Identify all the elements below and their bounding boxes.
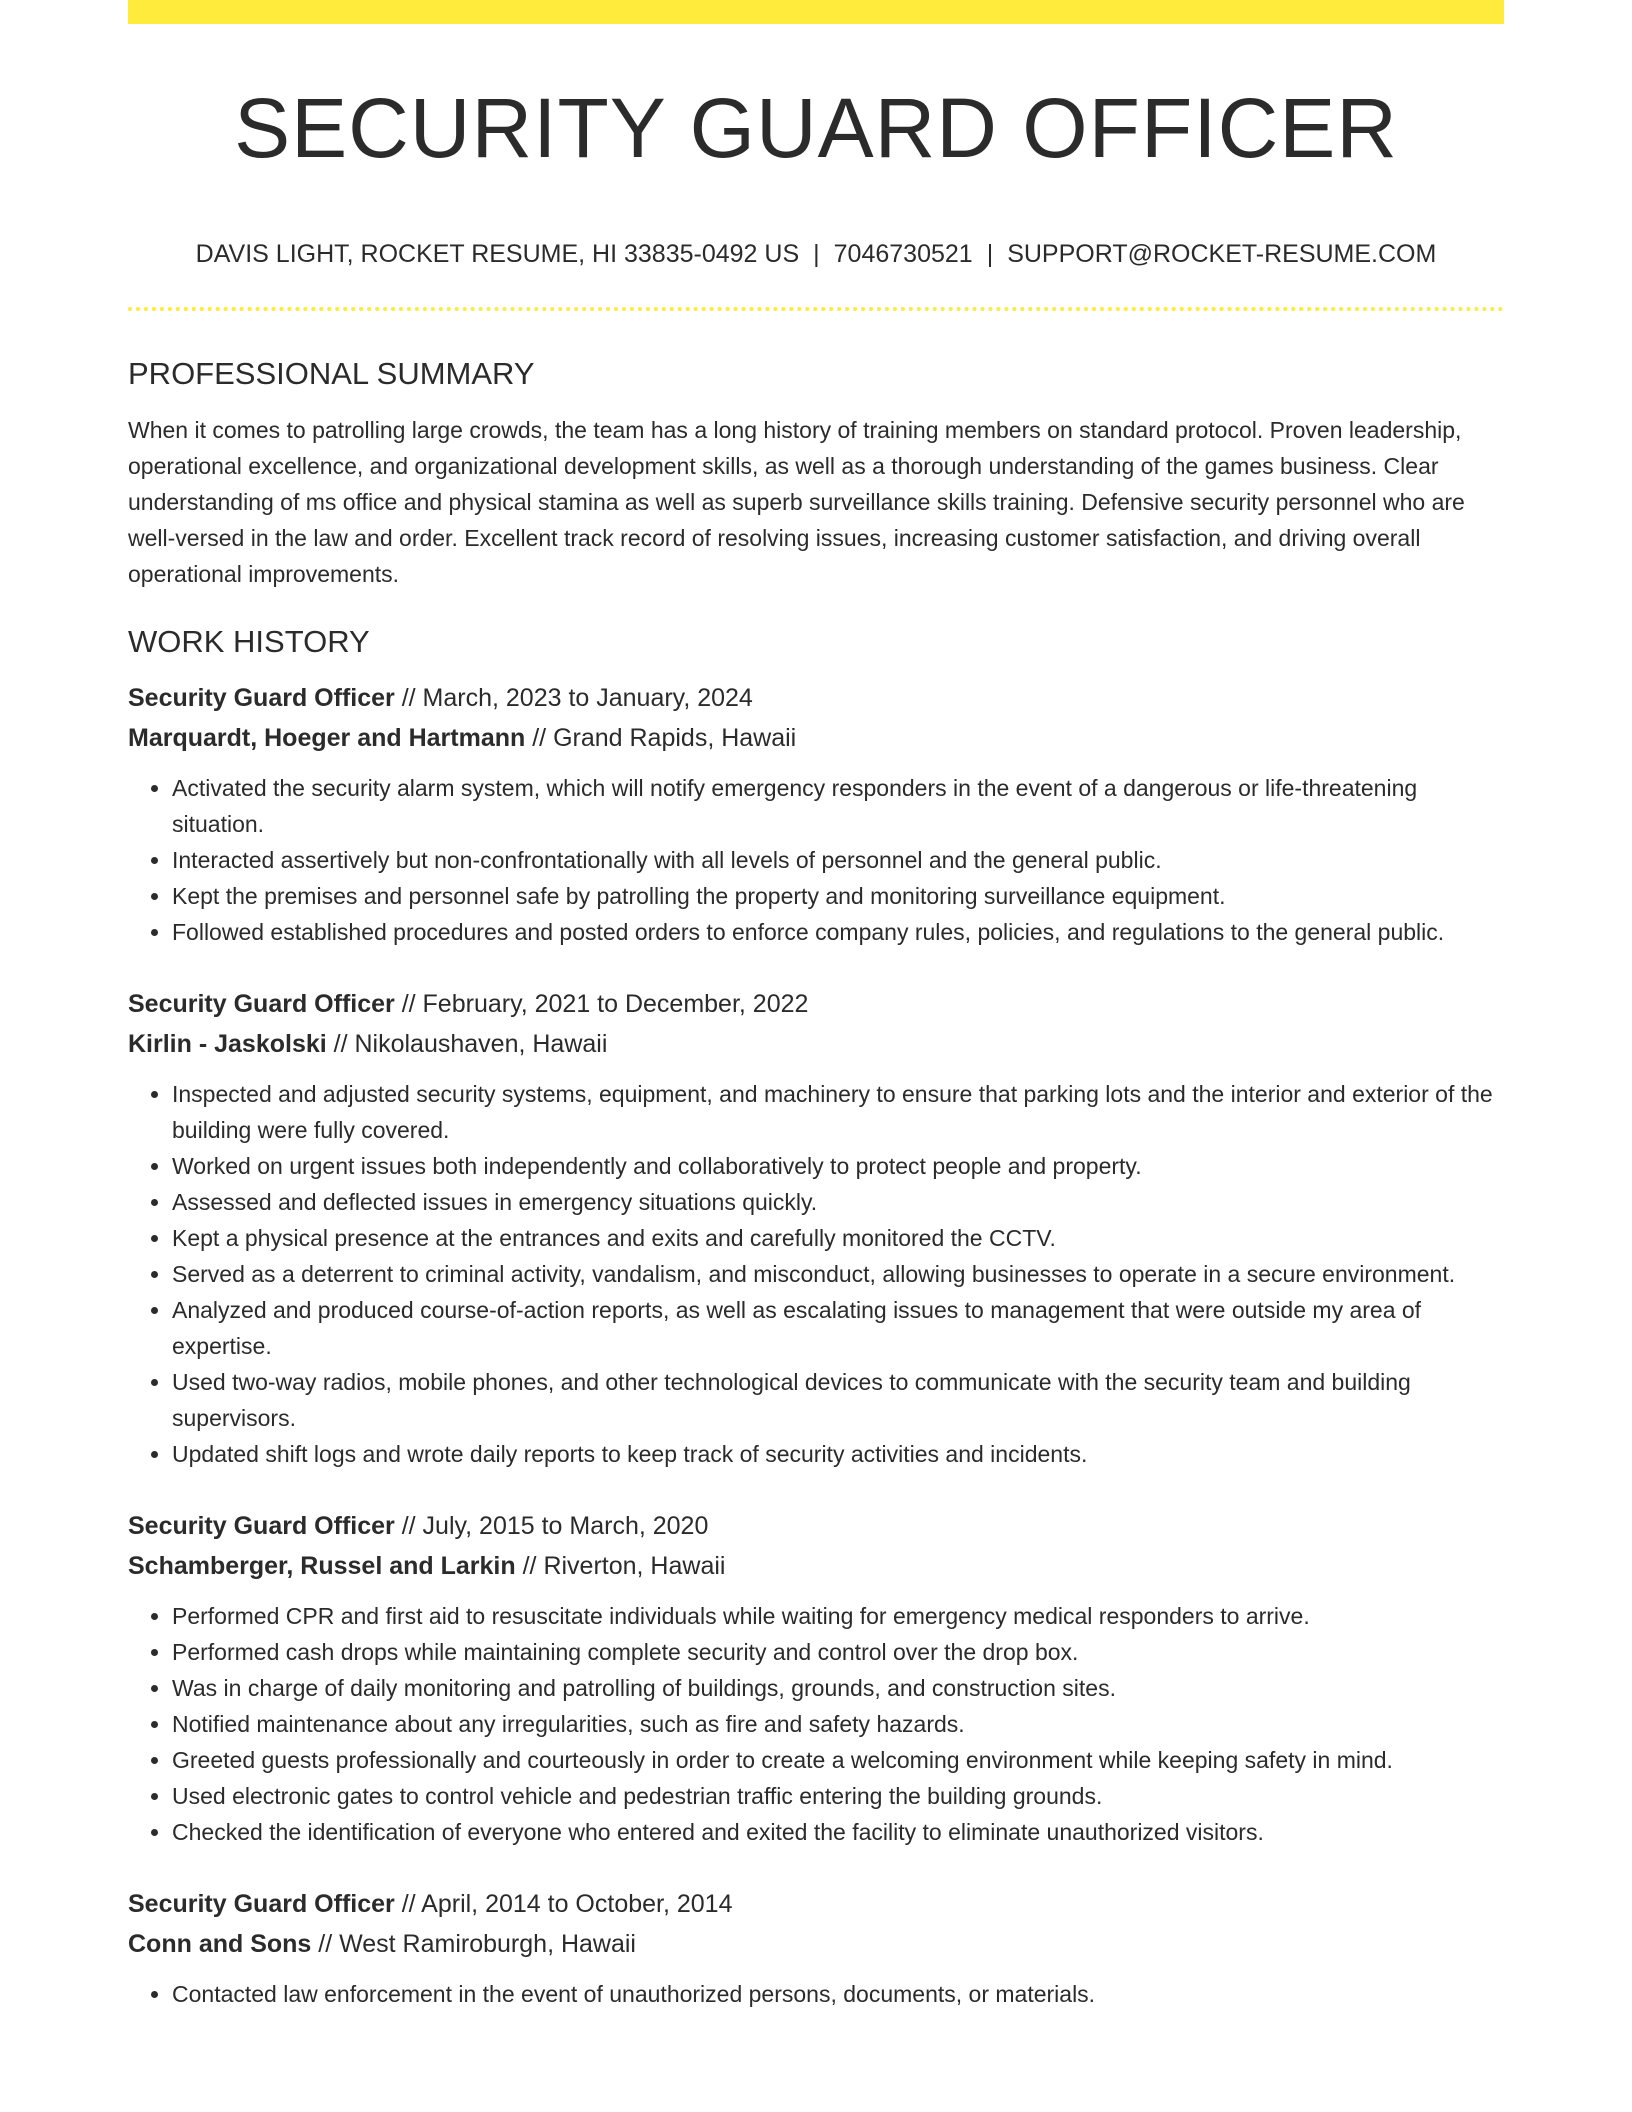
job-company: Schamberger, Russel and Larkin xyxy=(128,1552,516,1580)
job-company: Conn and Sons xyxy=(128,1930,312,1958)
job-entry xyxy=(128,1884,1504,2012)
job-bullet: • Followed established procedures and posted orders to enforce company rules, policies, and regulations to the general public. xyxy=(172,914,1504,950)
job-bullets xyxy=(128,1598,1504,1850)
job-bullet: • Worked on urgent issues both independently and collaboratively to protect people and property. xyxy=(172,1148,1504,1184)
summary-heading: PROFESSIONAL SUMMARY xyxy=(128,356,535,391)
job-entry xyxy=(128,678,1504,950)
job-dates: // April, 2014 to October, 2014 xyxy=(401,1890,733,1918)
job-bullet: • Notified maintenance about any irregularities, such as fire and safety hazards. xyxy=(172,1706,1504,1742)
job-bullet: • Checked the identification of everyone who entered and exited the facility to eliminate unauthorized visitors. xyxy=(172,1814,1504,1850)
job-bullet: • Analyzed and produced course-of-action reports, as well as escalating issues to management that were outside my area of expertise. xyxy=(172,1292,1504,1364)
top-accent-bar xyxy=(128,0,1504,24)
job-title: Security Guard Officer xyxy=(128,1890,395,1918)
job-location: // Riverton, Hawaii xyxy=(522,1552,726,1580)
contact-separator: | xyxy=(813,240,820,268)
contact-line xyxy=(128,236,1504,272)
job-title: Security Guard Officer xyxy=(128,684,395,712)
job-company: Marquardt, Hoeger and Hartmann xyxy=(128,724,526,752)
job-bullets xyxy=(128,770,1504,950)
job-title-line xyxy=(128,1884,1504,1924)
job-company-line xyxy=(128,718,1504,758)
job-bullet: • Inspected and adjusted security systems, equipment, and machinery to ensure that parking lots and the interior and exterior of the building were fully covered. xyxy=(172,1076,1504,1148)
job-dates: // February, 2021 to December, 2022 xyxy=(401,990,809,1018)
job-bullet: • Performed CPR and first aid to resuscitate individuals while waiting for emergency medical responders to arrive. xyxy=(172,1598,1504,1634)
job-company-line xyxy=(128,1024,1504,1064)
job-bullets xyxy=(128,1076,1504,1472)
job-bullets xyxy=(128,1976,1504,2012)
job-company-line xyxy=(128,1546,1504,1586)
job-title-line xyxy=(128,984,1504,1024)
job-bullet: • Activated the security alarm system, which will notify emergency responders in the event of a dangerous or life-threatening situation. xyxy=(172,770,1504,842)
job-bullet: • Updated shift logs and wrote daily reports to keep track of security activities and incidents. xyxy=(172,1436,1504,1472)
job-dates: // July, 2015 to March, 2020 xyxy=(401,1512,709,1540)
job-bullet: • Kept a physical presence at the entrances and exits and carefully monitored the CCTV. xyxy=(172,1220,1504,1256)
contact-phone: 7046730521 xyxy=(833,240,973,268)
dotted-divider xyxy=(128,307,1504,311)
job-bullet: • Greeted guests professionally and courteously in order to create a welcoming environment while keeping safety in mind. xyxy=(172,1742,1504,1778)
job-entry xyxy=(128,1506,1504,1850)
job-title: Security Guard Officer xyxy=(128,990,395,1018)
job-dates: // March, 2023 to January, 2024 xyxy=(401,684,753,712)
resume-page xyxy=(128,0,1504,2112)
job-bullet: • Contacted law enforcement in the event of unauthorized persons, documents, or materials. xyxy=(172,1976,1504,2012)
contact-separator: | xyxy=(986,240,994,268)
job-bullet: • Served as a deterrent to criminal activity, vandalism, and misconduct, allowing businesses to operate in a secure environment. xyxy=(172,1256,1504,1292)
contact-email: SUPPORT@ROCKET-RESUME.COM xyxy=(1007,240,1437,268)
job-bullet: • Used two-way radios, mobile phones, and other technological devices to communicate with the security team and building supervisors. xyxy=(172,1364,1504,1436)
job-bullet: • Was in charge of daily monitoring and patrolling of buildings, grounds, and construction sites. xyxy=(172,1670,1504,1706)
job-location: // Grand Rapids, Hawaii xyxy=(532,724,797,752)
job-title: Security Guard Officer xyxy=(128,1512,395,1540)
job-title-line xyxy=(128,1506,1504,1546)
job-location: // West Ramiroburgh, Hawaii xyxy=(318,1930,636,1958)
job-bullet: • Kept the premises and personnel safe by patrolling the property and monitoring surveillance equipment. xyxy=(172,878,1504,914)
job-location: // Nikolaushaven, Hawaii xyxy=(333,1030,608,1058)
job-bullet: • Used electronic gates to control vehicle and pedestrian traffic entering the building grounds. xyxy=(172,1778,1504,1814)
job-bullet: • Interacted assertively but non-confrontationally with all levels of personnel and the general public. xyxy=(172,842,1504,878)
job-bullet: • Assessed and deflected issues in emergency situations quickly. xyxy=(172,1184,1504,1220)
job-company-line xyxy=(128,1924,1504,1964)
contact-address: DAVIS LIGHT, ROCKET RESUME, HI 33835-0492 US xyxy=(195,240,800,268)
resume-content xyxy=(128,352,1504,2046)
summary-text: When it comes to patrolling large crowds, the team has a long history of training members on standard protocol. Proven leadership, operational excellence, and organizational development skills, as well as a thorough understanding of the games business. Clear understanding of ms office and physical stamina as well as superb surveillance skills training. Defensive security personnel who are well-versed in the law and order. Excellent track record of resolving issues, increasing customer satisfaction, and driving overall operational improvements. xyxy=(128,417,1465,587)
resume-title: SECURITY GUARD OFFICER xyxy=(234,81,1398,175)
job-entry xyxy=(128,984,1504,1472)
job-company: Kirlin - Jaskolski xyxy=(128,1030,327,1058)
job-bullet: • Performed cash drops while maintaining complete security and control over the drop box. xyxy=(172,1634,1504,1670)
job-title-line xyxy=(128,678,1504,718)
work-history-heading: WORK HISTORY xyxy=(128,624,370,659)
